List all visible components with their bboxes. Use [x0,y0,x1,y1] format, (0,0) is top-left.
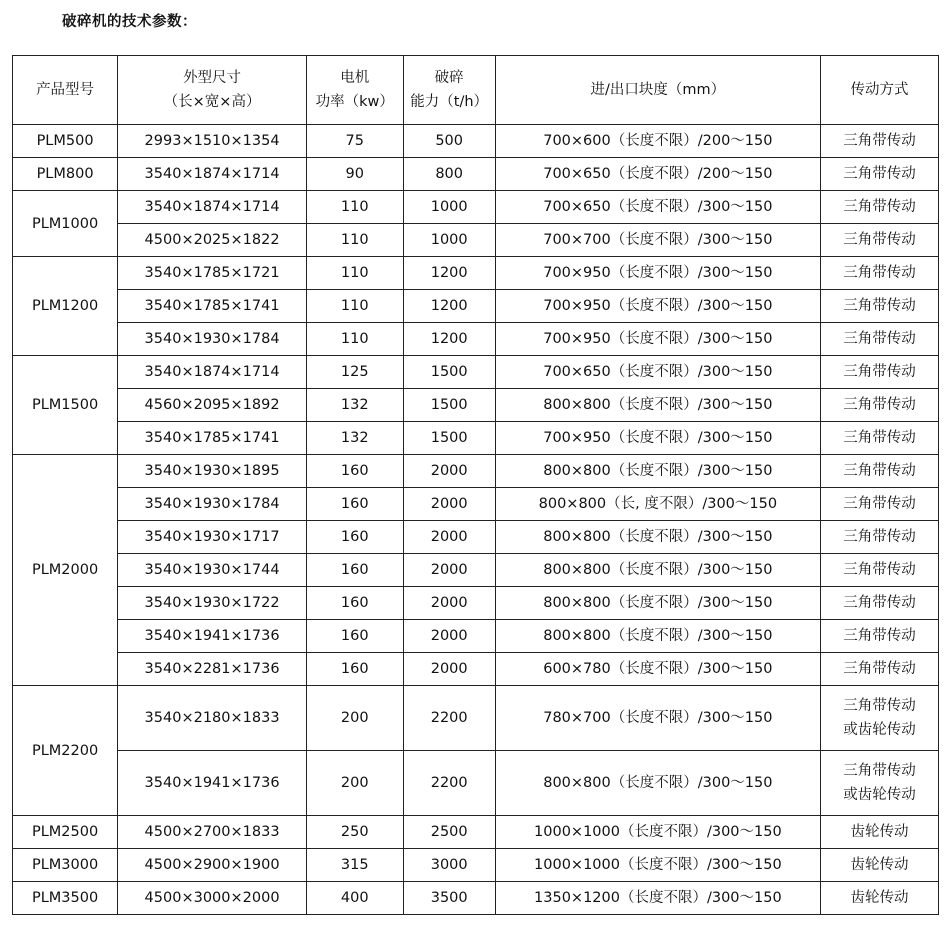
drive-alternative: 或齿轮传动 [843,787,916,803]
cell-block-size: 800×800（长度不限）/300～150 [495,751,820,816]
cell-capacity: 2000 [403,653,495,686]
drive-primary: 齿轮传动 [850,824,909,840]
table-row [13,882,939,915]
cell-size: 3540×1930×1722 [118,587,307,620]
cell-block-size: 800×800（长, 度不限）/300～150 [495,488,820,521]
cell-power: 132 [306,422,403,455]
table-header-row [13,56,939,125]
drive-primary: 三角带传动 [843,397,916,413]
cell-block-size: 800×800（长度不限）/300～150 [495,521,820,554]
cell-model: PLM3000 [13,849,118,882]
drive-primary: 三角带传动 [843,364,916,380]
cell-drive [820,422,938,455]
drive-primary: 三角带传动 [843,199,916,215]
cell-capacity: 1200 [403,323,495,356]
cell-model: PLM800 [13,158,118,191]
table-row [13,455,939,488]
cell-power: 110 [306,290,403,323]
cell-drive [820,323,938,356]
page-heading: 破碎机的技术参数： [62,14,197,30]
cell-size: 3540×1874×1714 [118,356,307,389]
cell-drive [820,455,938,488]
cell-model: PLM2200 [13,686,118,816]
cell-power: 400 [306,882,403,915]
header-block-size: 进/出口块度（mm） [495,56,820,125]
table-row [13,620,939,653]
cell-drive [820,521,938,554]
cell-block-size: 800×800（长度不限）/300～150 [495,587,820,620]
cell-capacity: 1200 [403,257,495,290]
cell-drive [820,587,938,620]
cell-capacity: 1000 [403,191,495,224]
table-row [13,158,939,191]
cell-size: 3540×1930×1717 [118,521,307,554]
cell-drive [820,882,938,915]
cell-drive [820,686,938,751]
table-row [13,686,939,751]
cell-capacity: 2000 [403,554,495,587]
table-row [13,224,939,257]
cell-model: PLM1000 [13,191,118,257]
drive-primary: 三角带传动 [843,133,916,149]
drive-primary: 三角带传动 [843,496,916,512]
cell-capacity: 1500 [403,389,495,422]
cell-block-size: 700×650（长度不限）/300～150 [495,356,820,389]
cell-drive [820,620,938,653]
cell-block-size: 780×700（长度不限）/300～150 [495,686,820,751]
cell-capacity: 2000 [403,587,495,620]
table-row [13,191,939,224]
table-row [13,125,939,158]
drive-primary: 三角带传动 [843,463,916,479]
cell-size: 3540×2281×1736 [118,653,307,686]
header-drive: 传动方式 [820,56,938,125]
cell-drive [820,191,938,224]
cell-power: 125 [306,356,403,389]
table-row [13,849,939,882]
table-row [13,751,939,816]
cell-block-size: 700×950（长度不限）/300～150 [495,257,820,290]
cell-model: PLM3500 [13,882,118,915]
cell-power: 160 [306,455,403,488]
cell-size: 3540×1930×1784 [118,323,307,356]
cell-drive [820,554,938,587]
cell-block-size: 1000×1000（长度不限）/300～150 [495,816,820,849]
cell-power: 200 [306,751,403,816]
cell-size: 3540×1874×1714 [118,191,307,224]
cell-size: 3540×2180×1833 [118,686,307,751]
cell-drive [820,224,938,257]
cell-capacity: 2000 [403,620,495,653]
cell-capacity: 2200 [403,751,495,816]
table-row [13,554,939,587]
cell-capacity: 500 [403,125,495,158]
cell-drive [820,488,938,521]
cell-block-size: 800×800（长度不限）/300～150 [495,455,820,488]
cell-size: 3540×1941×1736 [118,751,307,816]
cell-power: 160 [306,521,403,554]
cell-drive [820,389,938,422]
drive-primary: 三角带传动 [843,331,916,347]
cell-drive [820,849,938,882]
cell-block-size: 600×780（长度不限）/300～150 [495,653,820,686]
drive-primary: 齿轮传动 [850,890,909,906]
cell-power: 160 [306,554,403,587]
table-row [13,816,939,849]
table-row [13,389,939,422]
cell-size: 3540×1785×1721 [118,257,307,290]
cell-drive [820,290,938,323]
cell-power: 110 [306,257,403,290]
drive-primary: 三角带传动 [843,698,916,714]
cell-model: PLM1200 [13,257,118,356]
table-row [13,356,939,389]
drive-primary: 三角带传动 [843,166,916,182]
cell-drive [820,125,938,158]
drive-primary: 齿轮传动 [850,857,909,873]
header-capacity: 破碎 能力（t/h） [403,56,495,125]
spec-table [12,55,939,915]
table-row [13,587,939,620]
cell-drive [820,653,938,686]
cell-block-size: 700×650（长度不限）/300～150 [495,191,820,224]
cell-size: 3540×1930×1784 [118,488,307,521]
cell-capacity: 800 [403,158,495,191]
cell-drive [820,751,938,816]
cell-size: 4500×2900×1900 [118,849,307,882]
cell-capacity: 1500 [403,356,495,389]
cell-power: 90 [306,158,403,191]
table-row [13,653,939,686]
cell-power: 160 [306,653,403,686]
cell-power: 160 [306,620,403,653]
cell-size: 2993×1510×1354 [118,125,307,158]
cell-size: 3540×1930×1895 [118,455,307,488]
cell-power: 132 [306,389,403,422]
cell-size: 4560×2095×1892 [118,389,307,422]
drive-primary: 三角带传动 [843,661,916,677]
drive-primary: 三角带传动 [843,232,916,248]
drive-primary: 三角带传动 [843,298,916,314]
cell-power: 200 [306,686,403,751]
drive-primary: 三角带传动 [843,595,916,611]
cell-drive [820,356,938,389]
cell-block-size: 800×800（长度不限）/300～150 [495,620,820,653]
cell-block-size: 700×950（长度不限）/300～150 [495,323,820,356]
cell-block-size: 800×800（长度不限）/300～150 [495,554,820,587]
cell-capacity: 1200 [403,290,495,323]
cell-drive [820,816,938,849]
cell-block-size: 700×600（长度不限）/200～150 [495,125,820,158]
cell-power: 250 [306,816,403,849]
cell-size: 4500×2700×1833 [118,816,307,849]
drive-primary: 三角带传动 [843,562,916,578]
cell-capacity: 1500 [403,422,495,455]
cell-drive [820,158,938,191]
drive-primary: 三角带传动 [843,265,916,281]
cell-power: 75 [306,125,403,158]
cell-capacity: 2000 [403,455,495,488]
cell-power: 110 [306,224,403,257]
cell-block-size: 700×950（长度不限）/300～150 [495,290,820,323]
cell-size: 3540×1874×1714 [118,158,307,191]
cell-power: 160 [306,488,403,521]
cell-capacity: 1000 [403,224,495,257]
drive-primary: 三角带传动 [843,628,916,644]
header-model: 产品型号 [13,56,118,125]
drive-alternative: 或齿轮传动 [843,722,916,738]
cell-size: 3540×1941×1736 [118,620,307,653]
cell-capacity: 2200 [403,686,495,751]
cell-block-size: 700×650（长度不限）/200～150 [495,158,820,191]
cell-size: 4500×2025×1822 [118,224,307,257]
cell-size: 3540×1785×1741 [118,422,307,455]
cell-power: 110 [306,191,403,224]
cell-size: 3540×1930×1744 [118,554,307,587]
cell-capacity: 2000 [403,521,495,554]
cell-model: PLM1500 [13,356,118,455]
drive-primary: 三角带传动 [843,763,916,779]
cell-capacity: 2500 [403,816,495,849]
table-row [13,422,939,455]
cell-drive [820,257,938,290]
table-row [13,290,939,323]
cell-power: 315 [306,849,403,882]
cell-model: PLM500 [13,125,118,158]
table-row [13,323,939,356]
cell-model: PLM2000 [13,455,118,686]
cell-capacity: 2000 [403,488,495,521]
cell-block-size: 1350×1200（长度不限）/300～150 [495,882,820,915]
cell-block-size: 700×950（长度不限）/300～150 [495,422,820,455]
cell-block-size: 1000×1000（长度不限）/300～150 [495,849,820,882]
table-body [13,125,939,915]
table-row [13,521,939,554]
table-row [13,257,939,290]
header-power: 电机 功率（kw） [306,56,403,125]
cell-block-size: 800×800（长度不限）/300～150 [495,389,820,422]
table-row [13,488,939,521]
cell-capacity: 3500 [403,882,495,915]
cell-capacity: 3000 [403,849,495,882]
cell-power: 160 [306,587,403,620]
cell-size: 4500×3000×2000 [118,882,307,915]
cell-power: 110 [306,323,403,356]
cell-size: 3540×1785×1741 [118,290,307,323]
drive-primary: 三角带传动 [843,529,916,545]
cell-model: PLM2500 [13,816,118,849]
drive-primary: 三角带传动 [843,430,916,446]
header-size: 外型尺寸 （长×宽×高） [118,56,307,125]
cell-block-size: 700×700（长度不限）/300～150 [495,224,820,257]
